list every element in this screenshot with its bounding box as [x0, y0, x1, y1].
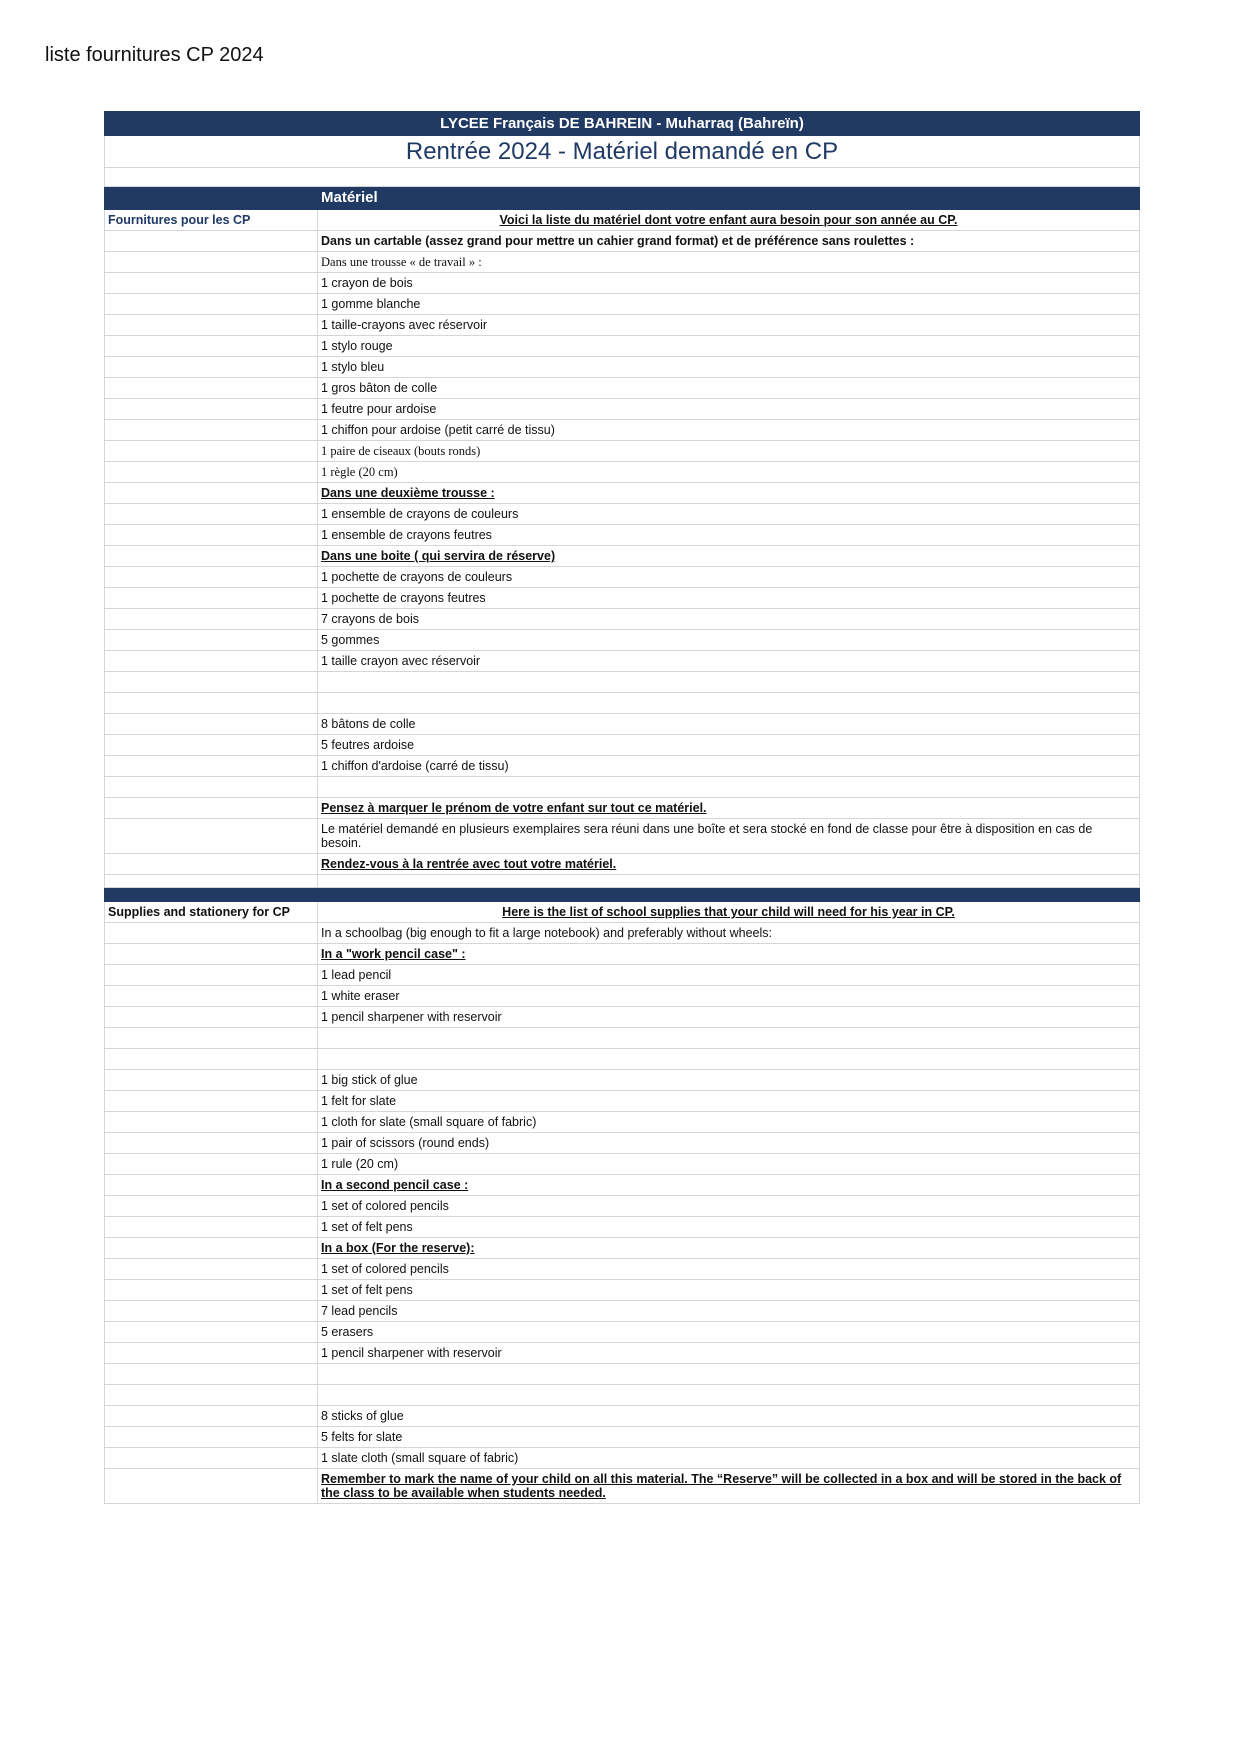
list-item: 1 big stick of glue: [318, 1070, 1140, 1091]
table-row: [105, 546, 1140, 567]
supplies-sheet: [104, 111, 1140, 1504]
column-header-materiel: Matériel: [318, 187, 1140, 210]
table-row: [105, 986, 1140, 1007]
list-item: 1 stylo rouge: [318, 336, 1140, 357]
french-reminder: Pensez à marquer le prénom de votre enfant sur tout ce matériel.: [318, 798, 1140, 819]
table-row: [105, 944, 1140, 965]
table-row: [105, 1259, 1140, 1280]
table-row: [105, 1280, 1140, 1301]
section-label-french: Fournitures pour les CP: [105, 210, 318, 231]
french-case1-title: Dans une trousse « de travail » :: [318, 252, 1140, 273]
table-row: [105, 420, 1140, 441]
list-item: 1 ensemble de crayons de couleurs: [318, 504, 1140, 525]
list-item: 1 pencil sharpener with reservoir: [318, 1007, 1140, 1028]
subtitle-row: [105, 136, 1140, 168]
table-row: [105, 854, 1140, 875]
table-row: [105, 1322, 1140, 1343]
table-row: [105, 965, 1140, 986]
section-label-english: Supplies and stationery for CP: [105, 902, 318, 923]
blank-row: [105, 168, 1140, 187]
list-item: 1 taille crayon avec réservoir: [318, 651, 1140, 672]
english-case2-title: In a second pencil case :: [318, 1175, 1140, 1196]
column-header-row: [105, 187, 1140, 210]
list-item: 1 ensemble de crayons feutres: [318, 525, 1140, 546]
table-row: [105, 1154, 1140, 1175]
french-closing: Rendez-vous à la rentrée avec tout votre matériel.: [318, 854, 1140, 875]
table-row: [105, 1070, 1140, 1091]
table-row: [105, 1133, 1140, 1154]
table-row: [105, 525, 1140, 546]
french-storage-note: Le matériel demandé en plusieurs exemplaires sera réuni dans une boîte et sera stocké en fond de classe pour être à disposition en cas de besoin.: [318, 819, 1140, 854]
table-row: [105, 567, 1140, 588]
table-row: [105, 357, 1140, 378]
list-item: 5 gommes: [318, 630, 1140, 651]
english-bag-text: In a schoolbag (big enough to fit a large notebook) and preferably without wheels:: [318, 923, 1140, 944]
table-row: [105, 1343, 1140, 1364]
list-item: 1 chiffon d'ardoise (carré de tissu): [318, 756, 1140, 777]
english-case1-title: In a "work pencil case" :: [318, 944, 1140, 965]
table-row: [105, 1364, 1140, 1385]
table-row: [105, 1406, 1140, 1427]
table-row: [105, 1427, 1140, 1448]
table-row: [105, 609, 1140, 630]
table-row: [105, 735, 1140, 756]
section-divider: [105, 888, 1140, 902]
table-row: [105, 756, 1140, 777]
page-subtitle: Rentrée 2024 - Matériel demandé en CP: [105, 136, 1140, 168]
list-item: 1 felt for slate: [318, 1091, 1140, 1112]
list-item: 1 set of felt pens: [318, 1280, 1140, 1301]
list-item: 1 règle (20 cm): [318, 462, 1140, 483]
table-row: [105, 651, 1140, 672]
table-row: [105, 1049, 1140, 1070]
list-item: 1 pencil sharpener with reservoir: [318, 1343, 1140, 1364]
table-row: [105, 315, 1140, 336]
table-row: [105, 294, 1140, 315]
table-row: [105, 672, 1140, 693]
table-row: [105, 1196, 1140, 1217]
list-item: 8 sticks of glue: [318, 1406, 1140, 1427]
list-item: 5 feutres ardoise: [318, 735, 1140, 756]
school-name: LYCEE Français DE BAHREIN - Muharraq (Bahreïn): [105, 112, 1140, 136]
french-box-title: Dans une boite ( qui servira de réserve): [318, 546, 1140, 567]
table-row: [105, 1091, 1140, 1112]
table-row: [105, 777, 1140, 798]
table-row: [105, 798, 1140, 819]
list-item: 1 pochette de crayons de couleurs: [318, 567, 1140, 588]
list-item: 5 erasers: [318, 1322, 1140, 1343]
list-item: 1 set of felt pens: [318, 1217, 1140, 1238]
school-banner-row: [105, 112, 1140, 136]
list-item: 1 gomme blanche: [318, 294, 1140, 315]
list-item: 1 cloth for slate (small square of fabric): [318, 1112, 1140, 1133]
table-row: [105, 1007, 1140, 1028]
table-row: [105, 399, 1140, 420]
table-row: [105, 483, 1140, 504]
table-row: [105, 902, 1140, 923]
list-item: 1 white eraser: [318, 986, 1140, 1007]
table-row: [105, 462, 1140, 483]
table-row: [105, 210, 1140, 231]
table-row: [105, 1217, 1140, 1238]
list-item: 1 set of colored pencils: [318, 1196, 1140, 1217]
document-title: liste fournitures CP 2024: [45, 44, 264, 66]
table-row: [105, 504, 1140, 525]
english-reminder: Remember to mark the name of your child on all this material. The “Reserve” will be collected in a box and will be stored in the back of the class to be available when students needed.: [318, 1469, 1140, 1504]
table-row: [105, 336, 1140, 357]
table-row: [105, 630, 1140, 651]
list-item: 1 crayon de bois: [318, 273, 1140, 294]
list-item: 1 pair of scissors (round ends): [318, 1133, 1140, 1154]
table-row: [105, 231, 1140, 252]
french-intro: Voici la liste du matériel dont votre enfant aura besoin pour son année au CP.: [318, 210, 1140, 231]
table-row: [105, 1238, 1140, 1259]
table-row: [105, 1385, 1140, 1406]
english-intro: Here is the list of school supplies that your child will need for his year in CP.: [318, 902, 1140, 923]
table-row: [105, 819, 1140, 854]
french-case2-title: Dans une deuxième trousse :: [318, 483, 1140, 504]
french-bag-text: Dans un cartable (assez grand pour mettre un cahier grand format) et de préférence sans roulettes :: [318, 231, 1140, 252]
table-row: [105, 693, 1140, 714]
table-row: [105, 1175, 1140, 1196]
list-item: 5 felts for slate: [318, 1427, 1140, 1448]
list-item: 1 feutre pour ardoise: [318, 399, 1140, 420]
list-item: 1 lead pencil: [318, 965, 1140, 986]
list-item: 7 crayons de bois: [318, 609, 1140, 630]
list-item: 1 pochette de crayons feutres: [318, 588, 1140, 609]
table-row: [105, 588, 1140, 609]
table-row: [105, 923, 1140, 944]
list-item: 7 lead pencils: [318, 1301, 1140, 1322]
list-item: 8 bâtons de colle: [318, 714, 1140, 735]
blank-row: [105, 875, 1140, 888]
list-item: 1 rule (20 cm): [318, 1154, 1140, 1175]
table-row: [105, 1469, 1140, 1504]
table-row: [105, 1028, 1140, 1049]
table-row: [105, 1448, 1140, 1469]
table-row: [105, 378, 1140, 399]
list-item: 1 paire de ciseaux (bouts ronds): [318, 441, 1140, 462]
table-row: [105, 273, 1140, 294]
table-row: [105, 252, 1140, 273]
list-item: 1 taille-crayons avec réservoir: [318, 315, 1140, 336]
list-item: 1 chiffon pour ardoise (petit carré de tissu): [318, 420, 1140, 441]
list-item: 1 stylo bleu: [318, 357, 1140, 378]
english-box-title: In a box (For the reserve):: [318, 1238, 1140, 1259]
table-row: [105, 1112, 1140, 1133]
list-item: 1 slate cloth (small square of fabric): [318, 1448, 1140, 1469]
table-row: [105, 714, 1140, 735]
list-item: 1 gros bâton de colle: [318, 378, 1140, 399]
list-item: 1 set of colored pencils: [318, 1259, 1140, 1280]
table-row: [105, 1301, 1140, 1322]
table-row: [105, 441, 1140, 462]
